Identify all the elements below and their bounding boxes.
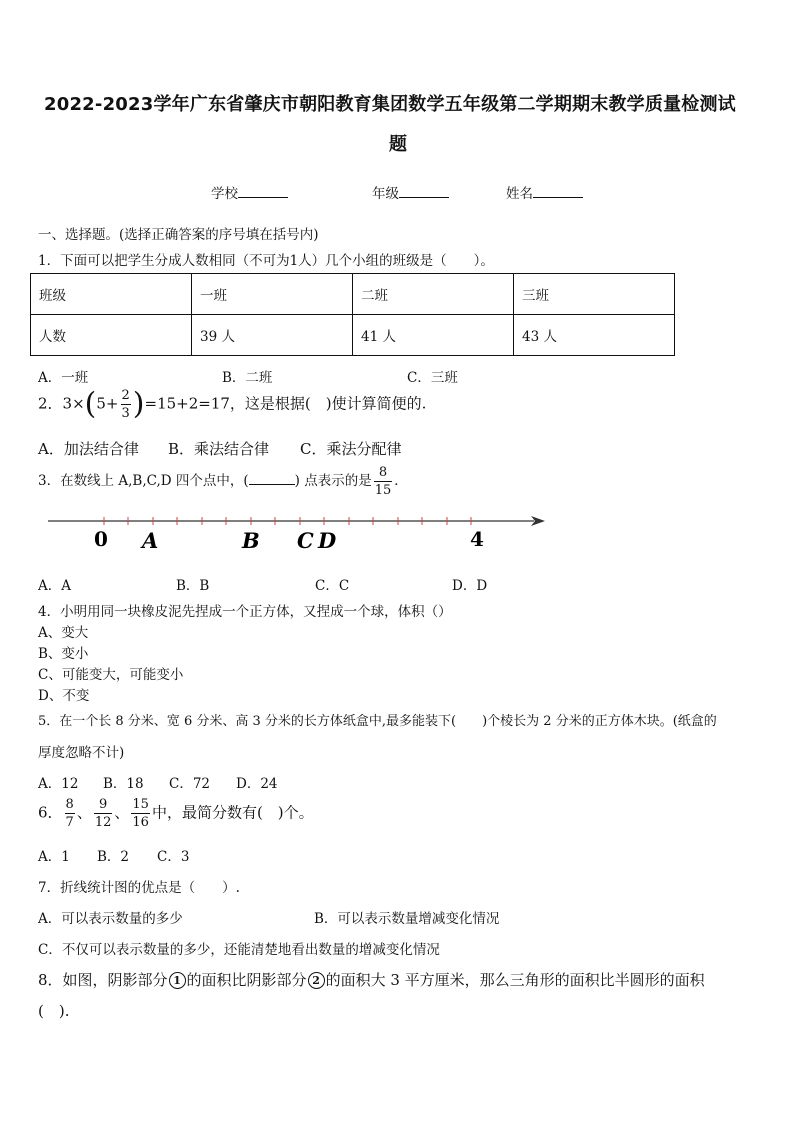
table-cell: 一班 — [192, 274, 353, 315]
label-zero: 0 — [94, 527, 108, 551]
q2-inner: 5+ — [96, 394, 119, 413]
fraction-denominator: 15 — [374, 483, 392, 498]
point-d-label: D — [318, 528, 337, 553]
table-cell: 39 人 — [192, 315, 353, 356]
label-four: 4 — [470, 527, 484, 551]
q4-option-a[interactable]: A、变大 — [38, 625, 89, 641]
q3-stem-a: 3．在数线上 A,B,C,D 四个点中，( — [38, 473, 249, 489]
q2-suffix: =15+2=17，这是根据( )使计算简便的. — [144, 394, 427, 413]
fraction-denominator: 3 — [121, 406, 130, 421]
q3-answer-blank[interactable] — [249, 470, 295, 485]
q8-stem-line2: ( ). — [38, 1002, 70, 1020]
q6-suffix: 中，最简分数有( )个。 — [151, 803, 314, 822]
q3-option-d[interactable]: D．D — [452, 578, 488, 594]
q2-stem — [38, 386, 427, 422]
q5-option-b[interactable]: B．18 — [103, 776, 144, 792]
q8-text-c: 的面积大 3 平方厘米，那么三角形的面积比半圆形的面积 — [325, 971, 705, 989]
point-c-label: C — [297, 528, 314, 553]
q4-option-d[interactable]: D、不变 — [38, 688, 90, 704]
name-label: 姓名 — [506, 186, 533, 202]
grade-field[interactable] — [372, 182, 449, 202]
number-line — [40, 508, 550, 558]
q6-fraction-3 — [131, 798, 150, 829]
table-row — [31, 315, 675, 356]
section-heading: 一、选择题。(选择正确答案的序号填在括号内) — [38, 227, 319, 243]
q5-option-d[interactable]: D．24 — [236, 776, 278, 792]
q6-separator: 、 — [114, 803, 130, 822]
name-field[interactable] — [506, 182, 583, 202]
grade-label: 年级 — [372, 186, 399, 202]
q7-option-a[interactable]: A．可以表示数量的多少 — [38, 911, 183, 927]
fraction-denominator: 16 — [132, 815, 149, 830]
q5-stem-line2: 厚度忽略不计) — [38, 745, 125, 761]
fraction-numerator: 15 — [132, 797, 149, 812]
q7-option-c[interactable]: C．不仅可以表示数量的多少，还能清楚地看出数量的增减变化情况 — [38, 942, 440, 958]
q1-option-b[interactable]: B．二班 — [222, 370, 273, 386]
table-cell: 三班 — [514, 274, 675, 315]
q6-fraction-2 — [94, 798, 113, 829]
q3-option-c[interactable]: C．C — [315, 578, 350, 594]
table-cell: 二班 — [353, 274, 514, 315]
table-cell: 人数 — [31, 315, 192, 356]
q4-stem: 4．小明用同一块橡皮泥先捏成一个正方体，又捏成一个球，体积（） — [38, 604, 452, 620]
q6-stem — [38, 798, 314, 829]
q7-option-b[interactable]: B．可以表示数量增减变化情况 — [314, 911, 500, 927]
fraction-denominator: 12 — [94, 815, 112, 830]
q3-option-b[interactable]: B．B — [176, 578, 210, 594]
q2-option-c[interactable]: C．乘法分配律 — [300, 440, 402, 458]
q6-separator: 、 — [76, 803, 92, 822]
fraction-denominator: 7 — [65, 815, 74, 830]
q3-option-a[interactable]: A．A — [38, 578, 71, 594]
q2-open-paren: ( — [84, 386, 97, 422]
q3-fraction — [374, 466, 393, 497]
table-cell: 41 人 — [353, 315, 514, 356]
table-cell: 班级 — [31, 274, 192, 315]
q3-stem-end: ． — [394, 473, 408, 489]
page-title-cont: 题 — [389, 134, 408, 155]
q5-stem-line1: 5．在一个长 8 分米、宽 6 分米、高 3 分米的长方体纸盒中,最多能装下( )个棱长为 2 分米的正方体木块。(纸盒的 — [38, 714, 717, 729]
q7-stem: 7．折线统计图的优点是（ ）. — [38, 880, 240, 896]
q2-prefix: 2．3× — [38, 394, 85, 413]
q1-table — [30, 273, 675, 356]
q4-option-b[interactable]: B、变小 — [38, 646, 89, 662]
q8-text-a: 8．如图，阴影部分 — [38, 971, 168, 989]
q1-stem: 1．下面可以把学生分成人数相同（不可为1人）几个小组的班级是（ ）。 — [38, 253, 494, 269]
q6-option-a[interactable]: A．1 — [38, 849, 70, 865]
q2-option-b[interactable]: B．乘法结合律 — [168, 440, 270, 458]
q6-prefix: 6． — [38, 803, 63, 822]
fraction-numerator: 8 — [65, 797, 74, 812]
point-a-label: A — [142, 528, 159, 553]
name-blank[interactable] — [533, 183, 583, 198]
q5-option-c[interactable]: C．72 — [169, 776, 211, 792]
school-field[interactable] — [211, 182, 288, 202]
table-cell: 43 人 — [514, 315, 675, 356]
q1-option-a[interactable]: A．一班 — [38, 370, 89, 386]
table-row — [31, 274, 675, 315]
school-label: 学校 — [211, 186, 238, 202]
fraction-numerator: 8 — [374, 466, 393, 482]
q2-close-paren: ) — [132, 386, 145, 422]
q8-text-b: 的面积比阴影部分 — [186, 971, 307, 989]
q4-option-c[interactable]: C、可能变大，可能变小 — [38, 667, 184, 683]
grade-blank[interactable] — [399, 183, 449, 198]
q3-stem-b: ) 点表示的是 — [294, 473, 372, 489]
point-b-label: B — [242, 528, 260, 553]
circled-one: 1 — [169, 972, 186, 989]
circled-two: 2 — [308, 972, 325, 989]
q5-option-a[interactable]: A．12 — [38, 776, 79, 792]
q2-option-a[interactable]: A．加法结合律 — [38, 440, 139, 458]
fraction-numerator: 2 — [121, 388, 130, 403]
q6-fraction-1 — [65, 798, 75, 829]
q2-fraction — [121, 389, 131, 420]
q8-stem-line1 — [38, 969, 705, 990]
fraction-numerator: 9 — [94, 798, 113, 814]
q3-stem — [38, 466, 408, 497]
q1-option-c[interactable]: C．三班 — [407, 370, 458, 386]
page-title: 2022-2023学年广东省肇庆市朝阳教育集团数学五年级第二学期期末教学质量检测试 — [44, 94, 736, 115]
q6-option-c[interactable]: C．3 — [157, 849, 190, 865]
school-blank[interactable] — [238, 183, 288, 198]
q6-option-b[interactable]: B．2 — [97, 849, 130, 865]
